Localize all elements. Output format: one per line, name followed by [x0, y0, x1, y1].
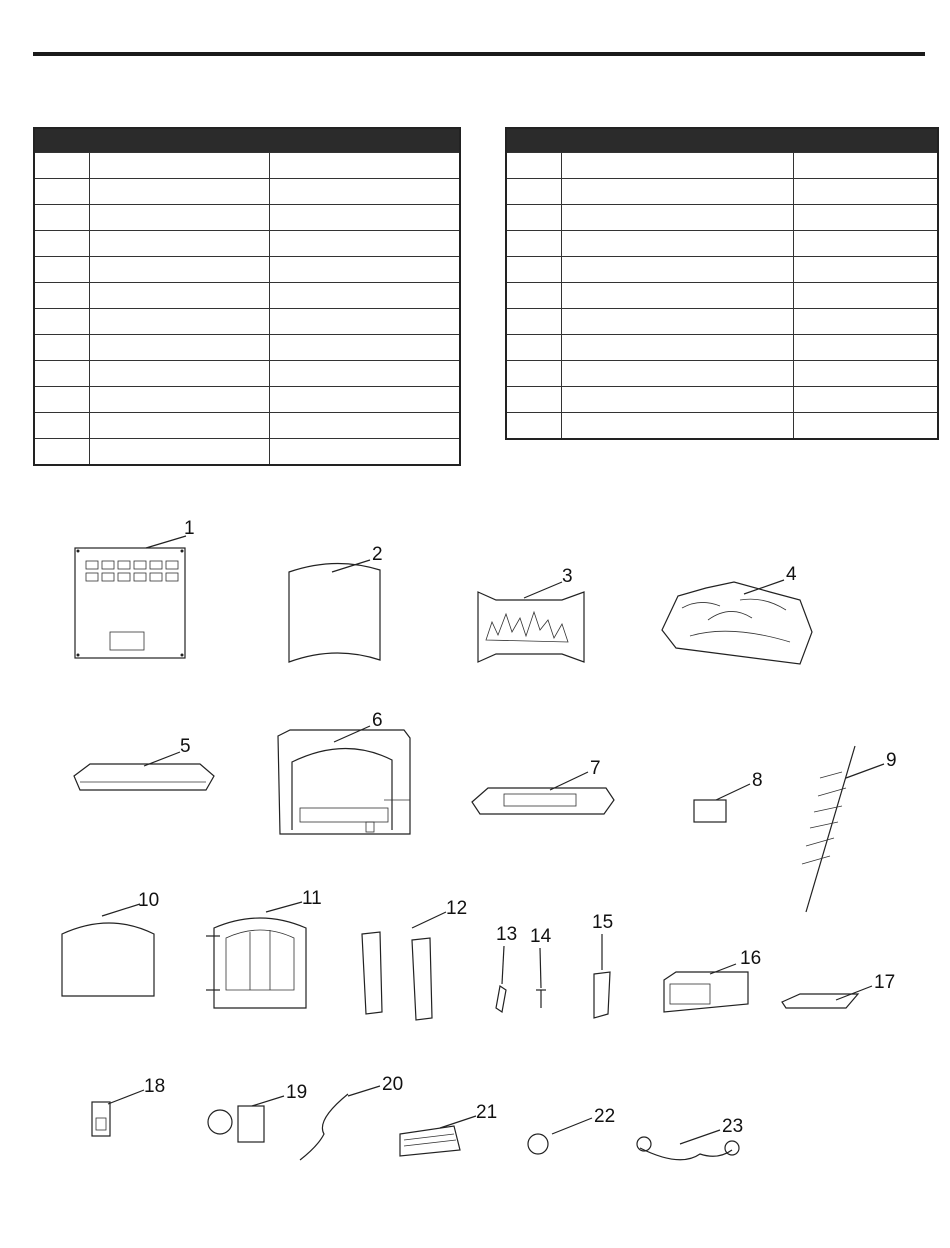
part-7-base-tray: [472, 788, 614, 814]
part-5-top-board: [74, 764, 214, 790]
callout-labels: [138, 518, 897, 1137]
callout-4: 4: [786, 564, 797, 585]
part-22-thermostat: [528, 1134, 548, 1154]
part-3-flame-screen: [478, 592, 584, 662]
part-19-motor: [208, 1106, 264, 1142]
callout-15: 15: [592, 912, 614, 933]
callout-12: 12: [446, 898, 468, 919]
callout-13: 13: [496, 924, 518, 945]
part-21-blower: [400, 1126, 460, 1156]
part-23-wire-harness: [637, 1137, 739, 1160]
callout-20: 20: [382, 1074, 404, 1095]
callout-2: 2: [372, 544, 383, 565]
callout-14: 14: [530, 926, 552, 947]
callout-18: 18: [144, 1076, 166, 1097]
part-1-back-panel: [75, 548, 185, 658]
part-18-switch: [92, 1102, 110, 1136]
part-15-bracket: [594, 972, 610, 1018]
callout-10: 10: [138, 890, 160, 911]
part-11-front-door: [206, 918, 306, 1008]
callout-8: 8: [752, 770, 763, 791]
part-20-power-cord: [300, 1094, 348, 1160]
part-8-small-plate: [694, 800, 726, 822]
callout-7: 7: [590, 758, 601, 779]
part-6-firebox: [278, 730, 410, 834]
callout-16: 16: [740, 948, 762, 969]
part-10-arched-panel: [62, 923, 154, 996]
callout-1: 1: [184, 518, 195, 539]
callout-5: 5: [180, 736, 191, 757]
part-13-heating-element: [496, 986, 506, 1012]
part-9-flame-rod: [802, 746, 855, 912]
callout-19: 19: [286, 1082, 308, 1103]
callout-leaders: [102, 536, 884, 1144]
callout-6: 6: [372, 710, 383, 731]
part-4-log-set: [662, 582, 812, 664]
part-14-screw: [536, 990, 546, 1008]
callout-21: 21: [476, 1102, 498, 1123]
callout-9: 9: [886, 750, 897, 771]
callout-3: 3: [562, 566, 573, 587]
callout-17: 17: [874, 972, 896, 993]
part-12-glass-sheets: [362, 932, 432, 1020]
callout-11: 11: [302, 888, 322, 909]
callout-23: 23: [722, 1116, 744, 1137]
callout-22: 22: [594, 1106, 616, 1127]
part-16-heater-box: [664, 972, 748, 1012]
part-2-curved-panel: [289, 563, 380, 662]
